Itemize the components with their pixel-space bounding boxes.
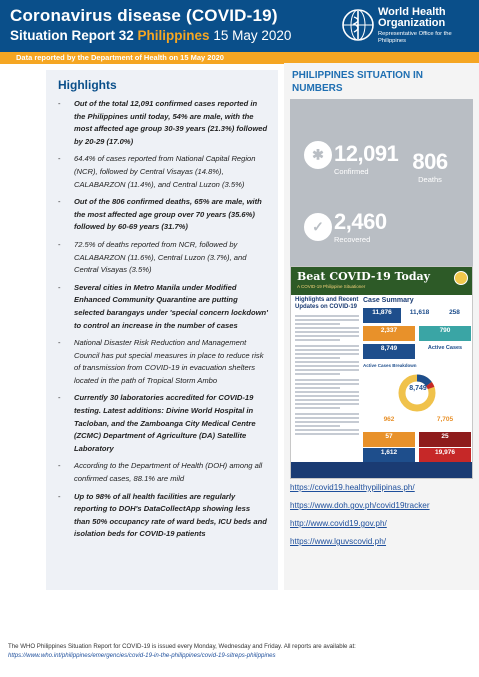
highlights-title: Highlights bbox=[58, 78, 117, 92]
probable-cell bbox=[363, 448, 415, 463]
resource-links bbox=[290, 483, 473, 555]
confirmed-label: Confirmed bbox=[334, 167, 369, 176]
recoveries-cell bbox=[363, 326, 415, 341]
active-cases-value: 8,749 bbox=[380, 345, 398, 352]
highlight-item bbox=[46, 153, 278, 191]
who-office: Representative Office for the Philippines bbox=[378, 31, 452, 44]
highlight-text: 72.5% of deaths reported from NCR, followed by CALABARZON (11.6%), Central Luzon (3.7%), and Central Visayas (3.5%) bbox=[74, 239, 247, 275]
suspect-value: 19,976 bbox=[435, 449, 455, 456]
active-cases-donut bbox=[363, 373, 471, 413]
highlight-item bbox=[46, 460, 278, 485]
additional-value: 258 bbox=[449, 309, 460, 316]
deaths-stat bbox=[412, 149, 448, 184]
highlight-text: Currently 30 laboratories accredited for COVID-19 testing. Latest additions: Divine World Hospital in Tacloban, and the Zamboanga City Medical Centre (ZCMC) Department of Agriculture (DA) Satellite Laboratory bbox=[74, 393, 256, 453]
recovered-circle bbox=[304, 213, 332, 241]
highlight-item bbox=[46, 337, 278, 387]
resource-link[interactable]: https://covid19.healthypilipinas.ph/ bbox=[290, 483, 415, 492]
infographic-body bbox=[291, 295, 473, 479]
doh-seal-icon bbox=[454, 271, 468, 285]
probable-value: 1,612 bbox=[380, 449, 398, 456]
deaths-value: 806 bbox=[412, 149, 448, 174]
previous-cell bbox=[403, 308, 436, 323]
report-date: 15 May 2020 bbox=[213, 28, 292, 43]
critical-value: 25 bbox=[441, 433, 449, 440]
bullet-dash: - bbox=[58, 338, 61, 348]
recoveries-value: 2,337 bbox=[380, 327, 398, 334]
breakdown-title: Active Cases Breakdown bbox=[363, 363, 417, 368]
situation-title: PHILIPPINES SITUATION IN NUMBERS bbox=[292, 70, 423, 94]
beat-covid-infographic bbox=[290, 266, 473, 479]
donut-total: 8,749 bbox=[409, 385, 427, 392]
who-emblem-icon bbox=[340, 7, 376, 43]
footer-text: The WHO Philippines Situation Report for COVID-19 is issued every Monday, Wednesday and Friday. All reports are available at: bbox=[8, 643, 356, 650]
additional-cell bbox=[438, 308, 471, 323]
report-header bbox=[0, 0, 479, 52]
highlight-text: National Disaster Risk Reduction and Management Council has put special measures in place to reduce risk of transmission from COVID-19 in evacuation shelters located in the path of Tropical Storm Ambo bbox=[74, 338, 264, 385]
severe-value: 57 bbox=[385, 433, 393, 440]
bullet-dash: - bbox=[58, 99, 61, 108]
updates-text-block bbox=[295, 315, 359, 341]
breakdown-row bbox=[363, 432, 471, 447]
bullet-dash: - bbox=[58, 239, 61, 249]
severe-cell bbox=[363, 432, 415, 447]
deaths-cell bbox=[419, 326, 471, 341]
confirmed-circle bbox=[304, 141, 332, 169]
active-cases-cell bbox=[363, 344, 415, 359]
previous-value: 11,618 bbox=[409, 309, 430, 316]
data-source-text: Data reported by the Department of Health on 15 May 2020 bbox=[16, 53, 224, 62]
highlight-item bbox=[46, 392, 278, 455]
highlight-text: Several cities in Metro Manila under Modified Enhanced Community Quarantine are putting selected barangays under 'special concern lockdown' to control an increase in the number of cases bbox=[74, 282, 268, 330]
active-label-cell bbox=[419, 344, 471, 359]
updates-text-block bbox=[295, 413, 359, 435]
report-subtitle bbox=[10, 28, 291, 43]
highlight-item bbox=[46, 196, 278, 234]
ig-deaths-value: 790 bbox=[439, 327, 451, 334]
highlights-panel bbox=[46, 70, 278, 590]
highlight-item bbox=[46, 98, 278, 148]
highlight-item bbox=[46, 491, 278, 541]
virus-icon: ✱ bbox=[312, 146, 324, 163]
total-cases-value: 11,876 bbox=[372, 309, 392, 316]
resource-link[interactable]: https://www.doh.gov.ph/covid19tracker bbox=[290, 501, 430, 510]
bullet-dash: - bbox=[58, 154, 61, 164]
checkmark-icon: ✓ bbox=[312, 218, 324, 235]
infographic-footer bbox=[291, 462, 473, 479]
infographic-title: Beat COVID-19 Today bbox=[297, 270, 431, 283]
highlight-text: 64.4% of cases reported from National Capital Region (NCR), followed by Central Visayas (14.8%), CALABARZON (11.4%), and Central Luzon (3.5%) bbox=[74, 154, 256, 189]
case-summary-row bbox=[363, 308, 471, 323]
confirmed-stat bbox=[334, 141, 398, 176]
resource-link[interactable]: https://www.lguvscovid.ph/ bbox=[290, 537, 387, 546]
recovered-value: 2,460 bbox=[334, 209, 387, 234]
highlight-text: Out of the 806 confirmed deaths, 65% are male, with the most affected age group over 70 years (35.6%) followed by 60-69 years (31.7%) bbox=[74, 197, 262, 232]
highlight-item bbox=[46, 239, 278, 277]
active-cases-label: Active Cases bbox=[427, 345, 463, 351]
sitreps-link[interactable]: https://www.who.int/philippines/emergencies/covid-19-in-the-philippines/covid-19-sitreps-philippines bbox=[8, 651, 276, 659]
case-summary-row bbox=[363, 326, 471, 341]
donut-chart bbox=[363, 373, 471, 413]
updates-text-block bbox=[295, 345, 359, 375]
asymptomatic-cell bbox=[363, 415, 415, 430]
bullet-dash: - bbox=[58, 197, 61, 207]
numbers-panel bbox=[290, 99, 473, 269]
case-summary bbox=[363, 297, 471, 456]
breakdown-row bbox=[363, 448, 471, 463]
deaths-label: Deaths bbox=[418, 175, 442, 184]
highlight-text: Up to 98% of all health facilities are regularly reporting to DOH's DataCollectApp showing less than 50% occupancy rate of ward beds, ICU beds and isolation beds for COVID-19 patients bbox=[74, 491, 267, 539]
bullet-dash: - bbox=[58, 491, 61, 501]
situation-panel bbox=[284, 63, 479, 590]
mild-value: 7,705 bbox=[436, 416, 454, 423]
who-name: World Health Organization bbox=[378, 6, 446, 29]
infographic-tagline: A COVID-19 Philippine Situationer bbox=[297, 284, 366, 289]
report-footer bbox=[8, 643, 473, 660]
total-cases-cell bbox=[363, 308, 401, 323]
infographic-updates bbox=[295, 297, 359, 435]
bullet-dash: - bbox=[58, 461, 61, 471]
confirmed-value: 12,091 bbox=[334, 141, 399, 166]
updates-title: Highlights and Recent Updates on COVID-19 bbox=[295, 297, 359, 310]
case-summary-title: Case Summary bbox=[363, 297, 414, 304]
suspect-cell bbox=[419, 448, 471, 463]
highlight-text: According to the Department of Health (DOH) among all confirmed cases, 88.1% are mild bbox=[74, 461, 263, 484]
recovered-stat bbox=[334, 209, 387, 244]
breakdown-row bbox=[363, 415, 471, 430]
infographic-header bbox=[291, 267, 473, 295]
mild-cell bbox=[419, 415, 471, 430]
bullet-dash: - bbox=[58, 282, 61, 292]
recovered-label: Recovered bbox=[334, 235, 371, 244]
highlight-item bbox=[46, 282, 278, 332]
case-summary-row bbox=[363, 344, 471, 359]
resource-link[interactable]: http://www.covid19.gov.ph/ bbox=[290, 519, 387, 528]
highlight-text: Out of the total 12,091 confirmed cases reported in the Philippines until today, 54% are male, with the most affected age group 30-39 years (21.3%) followed by 20-29 (17.0%) bbox=[74, 99, 268, 146]
report-number: Situation Report 32 bbox=[10, 28, 134, 43]
report-country: Philippines bbox=[137, 28, 210, 43]
updates-text-block bbox=[295, 379, 359, 409]
bullet-dash: - bbox=[58, 393, 61, 403]
report-title: Coronavirus disease (COVID-19) bbox=[10, 6, 278, 25]
asymptomatic-value: 962 bbox=[383, 416, 395, 423]
critical-cell bbox=[419, 432, 471, 447]
highlights-list bbox=[46, 98, 278, 546]
who-logo bbox=[340, 5, 476, 49]
